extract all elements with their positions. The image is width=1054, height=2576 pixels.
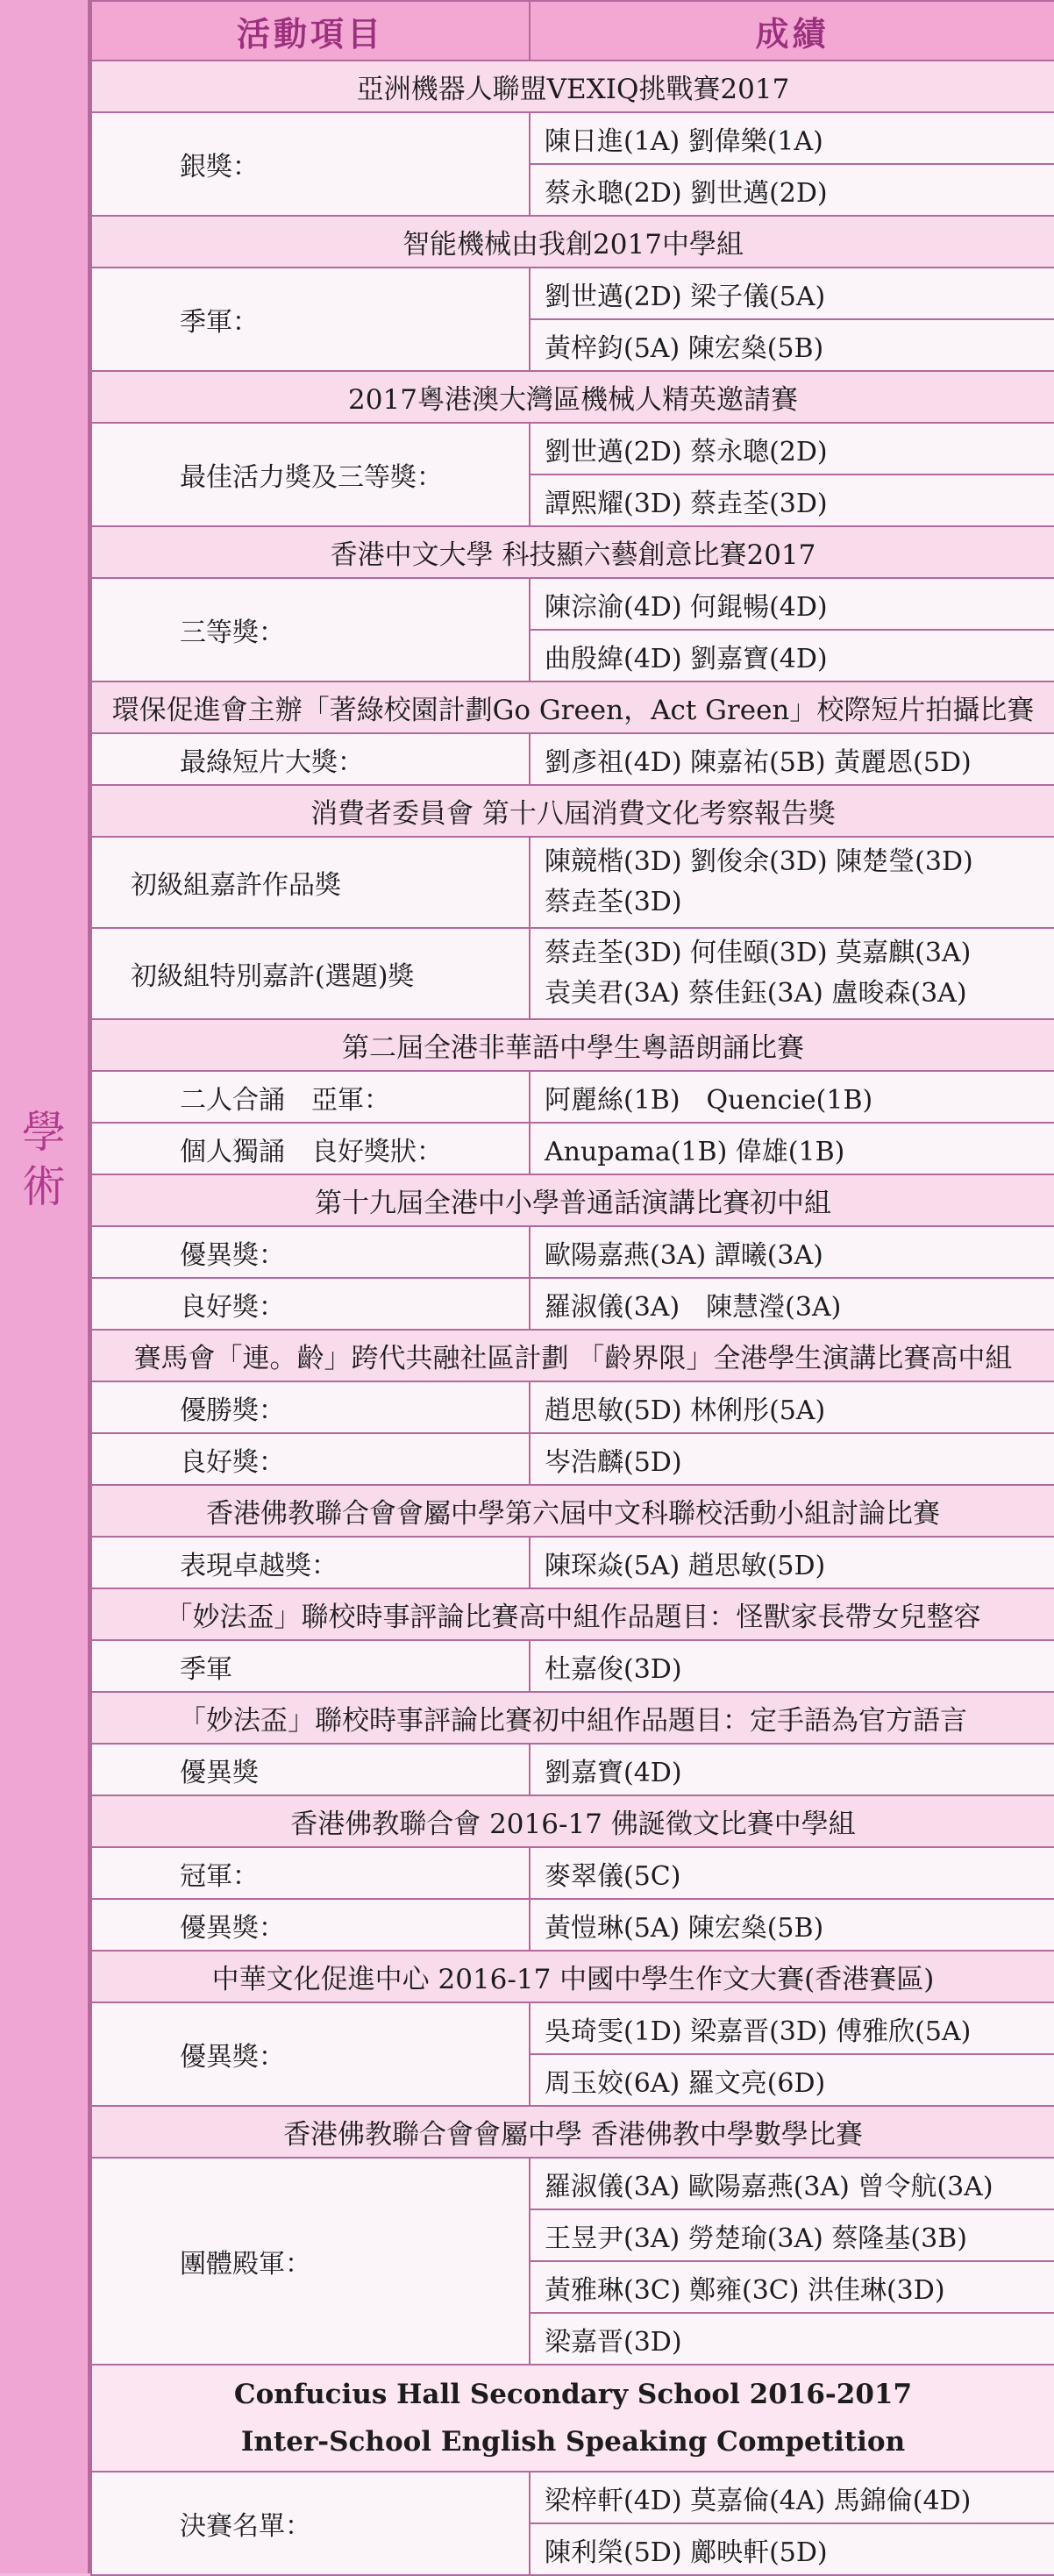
title-line: Confucius Hall Secondary School 2016-2017 xyxy=(233,2379,913,2410)
award-label: 最佳活力獎及三等獎： xyxy=(91,423,530,526)
winner-line: 蔡垚荃(3D) 何佳頤(3D) 莫嘉麒(3A) xyxy=(545,938,972,968)
winner-names: 吳琦雯(1D) 梁嘉晋(3D) 傅雅欣(5A) xyxy=(530,2002,1054,2054)
award-label: 表現卓越獎： xyxy=(91,1537,530,1588)
winner-line: 蔡垚荃(3D) xyxy=(545,887,682,917)
competition-title: 第二屆全港非華語中學生粵語朗誦比賽 xyxy=(91,1019,1054,1071)
winner-names: 黃愷琳(5A) 陳宏燊(5B) xyxy=(530,1899,1054,1951)
award-label: 優勝獎： xyxy=(91,1381,530,1433)
award-label: 初級組特別嘉許(選題)獎 xyxy=(91,928,530,1019)
winner-names: 王昱尹(3A) 勞楚瑜(3A) 蔡隆基(3B) xyxy=(530,2209,1054,2261)
header-result: 成績 xyxy=(530,1,1054,61)
competition-title: 「妙法盃」聯校時事評論比賽初中組作品題目：定手語為官方語言 xyxy=(91,1692,1054,1744)
winner-names: 黃雅琳(3C) 鄭雍(3C) 洪佳琳(3D) xyxy=(530,2261,1054,2313)
winner-names: 周玉姣(6A) 羅文亮(6D) xyxy=(530,2054,1054,2106)
winner-names: 劉彥祖(4D) 陳嘉祐(5B) 黃麗恩(5D) xyxy=(530,733,1054,785)
winner-names: 羅淑儀(3A) 陳慧瀅(3A) xyxy=(530,1278,1054,1330)
award-label: 最綠短片大獎： xyxy=(91,733,530,785)
competition-title: 亞洲機器人聯盟VEXIQ挑戰賽2017 xyxy=(91,61,1054,112)
competition-title: 智能機械由我創2017中學組 xyxy=(91,216,1054,268)
competition-title: 第十九屆全港中小學普通話演講比賽初中組 xyxy=(91,1174,1054,1226)
winner-names: 劉嘉寶(4D) xyxy=(530,1744,1054,1795)
award-label: 決賽名單： xyxy=(91,2472,530,2575)
award-label: 個人獨誦 良好獎狀： xyxy=(91,1123,530,1174)
competition-title: 環保促進會主辦「著綠校園計劃Go Green，Act Green」校際短片拍攝比賽 xyxy=(91,681,1054,733)
competition-title: 「妙法盃」聯校時事評論比賽高中組作品題目：怪獸家長帶女兒整容 xyxy=(91,1588,1054,1640)
winner-names: 陳利榮(5D) 鄺映軒(5D) xyxy=(530,2523,1054,2575)
award-label: 初級組嘉許作品獎 xyxy=(91,837,530,928)
winner-names: 曲殷緯(4D) 劉嘉寶(4D) xyxy=(530,630,1054,681)
competition-title: 香港中文大學 科技顯六藝創意比賽2017 xyxy=(91,526,1054,578)
winner-names: 歐陽嘉燕(3A) 譚曦(3A) xyxy=(530,1226,1054,1278)
title-line: Inter-School English Speaking Competition xyxy=(240,2426,906,2458)
winner-names: 黃梓鈞(5A) 陳宏燊(5B) xyxy=(530,319,1054,371)
award-label: 季軍： xyxy=(91,268,530,371)
award-label: 優異獎 xyxy=(91,1744,530,1795)
winner-names: 蔡永聰(2D) 劉世邁(2D) xyxy=(530,164,1054,216)
winner-line: 袁美君(3A) 蔡佳鈺(3A) 盧晙森(3A) xyxy=(545,978,967,1009)
results-table-container xyxy=(88,0,1054,2573)
award-label: 三等獎： xyxy=(91,578,530,681)
winner-names: 劉世邁(2D) 蔡永聰(2D) xyxy=(530,423,1054,475)
competition-title xyxy=(91,2365,1054,2472)
award-label: 銀獎： xyxy=(91,112,530,216)
winner-names: 梁梓軒(4D) 莫嘉倫(4A) 馬錦倫(4D) xyxy=(530,2472,1054,2523)
competition-title: 賽馬會「連。齡」跨代共融社區計劃 「齡界限」全港學生演講比賽高中組 xyxy=(91,1330,1054,1381)
award-label: 二人合誦 亞軍： xyxy=(91,1071,530,1123)
category-sidebar xyxy=(0,0,88,2573)
header-row xyxy=(91,1,1054,61)
winner-names: 阿麗絲(1B) Quencie(1B) xyxy=(530,1071,1054,1123)
winner-names xyxy=(530,928,1054,1019)
header-activity: 活動項目 xyxy=(91,1,530,61)
competition-title: 香港佛教聯合會會屬中學第六屆中文科聯校活動小組討論比賽 xyxy=(91,1485,1054,1537)
winner-names: 麥翠儀(5C) xyxy=(530,1847,1054,1899)
winner-names: 陳淙渝(4D) 何錕暢(4D) xyxy=(530,578,1054,630)
winner-names: 劉世邁(2D) 梁子儀(5A) xyxy=(530,268,1054,319)
award-label: 優異獎： xyxy=(91,2002,530,2106)
winner-line: 陳競楷(3D) 劉俊余(3D) 陳楚瑩(3D) xyxy=(545,846,973,877)
winner-names: 岑浩麟(5D) xyxy=(530,1433,1054,1485)
winner-names: 梁嘉晋(3D) xyxy=(530,2313,1054,2365)
competition-title: 中華文化促進中心 2016-17 中國中學生作文大賽(香港賽區) xyxy=(91,1951,1054,2002)
results-table xyxy=(90,0,1054,2576)
winner-names: 羅淑儀(3A) 歐陽嘉燕(3A) 曾令航(3A) xyxy=(530,2158,1054,2209)
category-label: 學術 xyxy=(22,1107,66,1212)
award-label: 團體殿軍： xyxy=(91,2158,530,2365)
winner-names: Anupama(1B) 偉雄(1B) xyxy=(530,1123,1054,1174)
winner-names xyxy=(530,837,1054,928)
competition-title: 消費者委員會 第十八屆消費文化考察報告獎 xyxy=(91,785,1054,837)
award-label: 優異獎： xyxy=(91,1226,530,1278)
winner-names: 譚熙耀(3D) 蔡垚荃(3D) xyxy=(530,475,1054,526)
competition-title: 香港佛教聯合會 2016-17 佛誕徵文比賽中學組 xyxy=(91,1795,1054,1847)
award-label: 冠軍： xyxy=(91,1847,530,1899)
winner-names: 陳琛焱(5A) 趙思敏(5D) xyxy=(530,1537,1054,1588)
winner-names: 陳日進(1A) 劉偉樂(1A) xyxy=(530,112,1054,164)
competition-title: 2017粵港澳大灣區機械人精英邀請賽 xyxy=(91,371,1054,423)
winner-names: 趙思敏(5D) 林俐彤(5A) xyxy=(530,1381,1054,1433)
competition-title: 香港佛教聯合會會屬中學 香港佛教中學數學比賽 xyxy=(91,2106,1054,2158)
award-label: 季軍 xyxy=(91,1640,530,1692)
award-label: 良好獎： xyxy=(91,1278,530,1330)
award-label: 優異獎： xyxy=(91,1899,530,1951)
winner-names: 杜嘉俊(3D) xyxy=(530,1640,1054,1692)
award-label: 良好獎： xyxy=(91,1433,530,1485)
